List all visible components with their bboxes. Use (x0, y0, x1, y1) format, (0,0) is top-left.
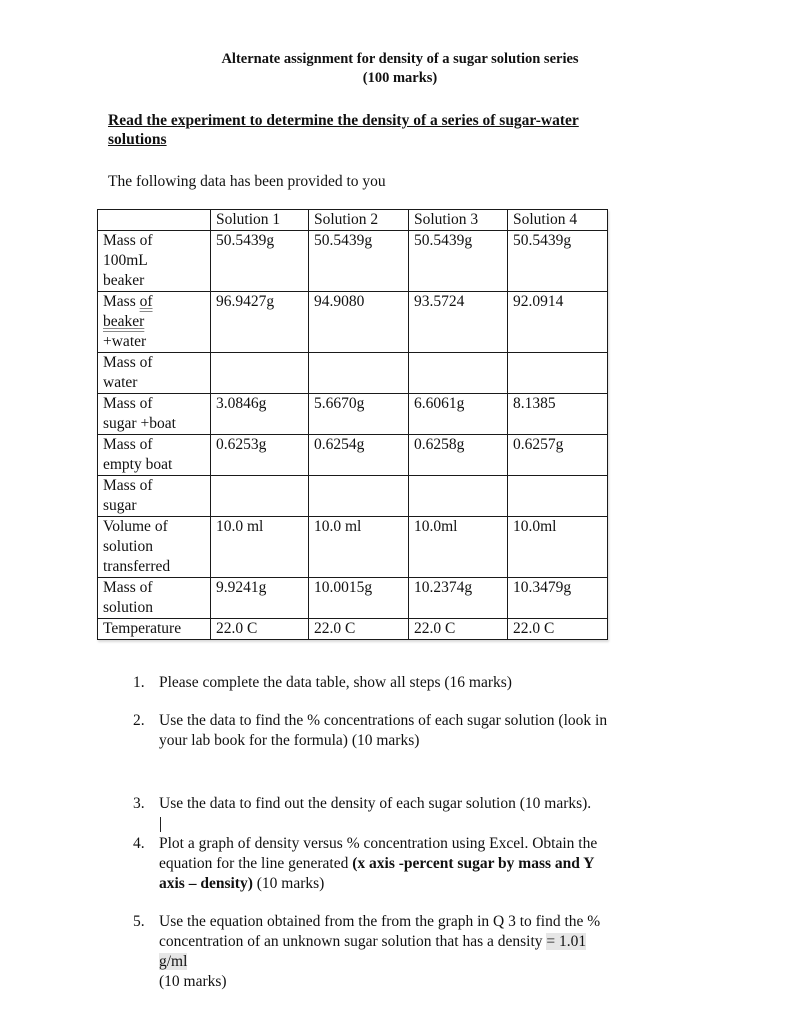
text-cursor (160, 817, 161, 832)
table-cell (508, 476, 608, 517)
row-label-line: Mass of (103, 293, 153, 310)
question-5 (133, 912, 693, 992)
row-label (98, 517, 211, 578)
question-marks: (10 marks) (159, 973, 227, 990)
table-cell: 22.0 C (508, 619, 608, 640)
table-cell: 50.5439g (211, 231, 309, 292)
table-cell: 22.0 C (409, 619, 508, 640)
row-label-line: beaker (103, 272, 145, 289)
question-marks: (10 marks) (252, 875, 325, 892)
document-title (100, 50, 700, 88)
question-text: Use the data to find out the density of each sugar solution (10 marks). (159, 795, 592, 812)
question-text-line-2: equation for the line generated (159, 855, 353, 872)
question-number: 1. (133, 674, 145, 691)
question-number: 3. (133, 795, 145, 812)
table-cell (309, 476, 409, 517)
table-row (98, 578, 608, 619)
question-text-bold: (x axis -percent sugar by mass and Y (352, 855, 595, 872)
row-label-line: Mass of (103, 354, 153, 371)
table-cell: 93.5724 (409, 292, 508, 353)
question-number: 2. (133, 712, 145, 729)
table-row (98, 292, 608, 353)
row-label-line: Mass of (103, 395, 153, 412)
row-label (98, 476, 211, 517)
column-header: Solution 4 (508, 210, 608, 231)
question-text-line-1: Plot a graph of density versus % concentration using Excel. Obtain the (159, 835, 598, 852)
table-cell: 5.6670g (309, 394, 409, 435)
row-label-line: Temperature (103, 620, 182, 637)
table-cell (211, 476, 309, 517)
table-cell: 50.5439g (508, 231, 608, 292)
table-cell: 0.6254g (309, 435, 409, 476)
question-1 (133, 673, 693, 693)
row-label-line: Mass of (103, 436, 153, 453)
row-label-line: solution (103, 538, 153, 555)
section-heading (108, 111, 688, 149)
table-row (98, 231, 608, 292)
row-label (98, 619, 211, 640)
row-label-line: beaker (103, 313, 145, 330)
table-cell: 8.1385 (508, 394, 608, 435)
row-label-line: empty boat (103, 456, 173, 473)
data-table (97, 209, 608, 640)
row-label (98, 578, 211, 619)
title-line-1: Alternate assignment for density of a sugar solution series (221, 51, 579, 67)
table-cell: 10.2374g (409, 578, 508, 619)
row-label (98, 394, 211, 435)
table-row (98, 619, 608, 640)
row-label-line: Mass of (103, 579, 153, 596)
table-cell: 50.5439g (309, 231, 409, 292)
question-list (133, 673, 693, 992)
table-cell (309, 353, 409, 394)
table-cell: 0.6258g (409, 435, 508, 476)
table-cell: 94.9080 (309, 292, 409, 353)
question-text-line-2: concentration of an unknown sugar solution that has a density (159, 933, 547, 950)
row-label-line: sugar (103, 497, 137, 514)
row-label-line: solution (103, 599, 153, 616)
column-header: Solution 2 (309, 210, 409, 231)
row-label (98, 292, 211, 353)
highlighted-text: g/ml (159, 953, 188, 970)
text-cursor-line (133, 814, 693, 834)
question-4 (133, 834, 693, 894)
question-text-line-1: Use the equation obtained from the from the graph in Q 3 to find the % (159, 913, 601, 930)
row-label-line: Mass of (103, 232, 153, 249)
question-text-line-1: Use the data to find the % concentrations of each sugar solution (look in (159, 712, 608, 729)
row-label-line: sugar +boat (103, 415, 176, 432)
table-cell (211, 353, 309, 394)
heading-line-2: solutions (108, 131, 167, 148)
question-text-line-2: your lab book for the formula) (10 marks) (159, 732, 420, 749)
table-cell: 10.3479g (508, 578, 608, 619)
question-text-bold: axis – density) (159, 875, 253, 892)
row-label-line: Volume of (103, 518, 168, 535)
row-label (98, 353, 211, 394)
column-header (98, 210, 211, 231)
column-header: Solution 3 (409, 210, 508, 231)
table-cell: 10.0 ml (309, 517, 409, 578)
row-label-line: 100mL (103, 252, 148, 269)
row-label-line: water (103, 374, 138, 391)
question-text: Please complete the data table, show all steps (16 marks) (159, 674, 512, 691)
heading-line-1: Read the experiment to determine the density of a series of sugar-water (108, 112, 579, 129)
row-label-line: +water (103, 333, 147, 350)
table-cell: 10.0015g (309, 578, 409, 619)
table-cell: 22.0 C (309, 619, 409, 640)
title-line-2: (100 marks) (362, 70, 438, 86)
row-label (98, 231, 211, 292)
table-row (98, 435, 608, 476)
table-cell: 10.0ml (508, 517, 608, 578)
table-row (98, 517, 608, 578)
table-cell: 6.6061g (409, 394, 508, 435)
table-cell: 3.0846g (211, 394, 309, 435)
table-cell: 9.9241g (211, 578, 309, 619)
table-cell (409, 353, 508, 394)
row-label-line: Mass of (103, 477, 153, 494)
table-cell: 0.6257g (508, 435, 608, 476)
table-header-row (98, 210, 608, 231)
highlighted-text: = 1.01 (546, 933, 587, 950)
table-cell: 0.6253g (211, 435, 309, 476)
table-cell: 50.5439g (409, 231, 508, 292)
row-label (98, 435, 211, 476)
column-header: Solution 1 (211, 210, 309, 231)
table-cell (508, 353, 608, 394)
question-3 (133, 794, 693, 814)
table-cell: 96.9427g (211, 292, 309, 353)
table-cell: 92.0914 (508, 292, 608, 353)
table-cell: 10.0 ml (211, 517, 309, 578)
table-row (98, 476, 608, 517)
question-number: 5. (133, 913, 145, 930)
question-2 (133, 711, 693, 751)
question-number: 4. (133, 835, 145, 852)
table-cell (409, 476, 508, 517)
table-row (98, 353, 608, 394)
table-row (98, 394, 608, 435)
table-cell: 10.0ml (409, 517, 508, 578)
intro-text: The following data has been provided to you (108, 173, 386, 190)
row-label-line: transferred (103, 558, 171, 575)
table-cell: 22.0 C (211, 619, 309, 640)
